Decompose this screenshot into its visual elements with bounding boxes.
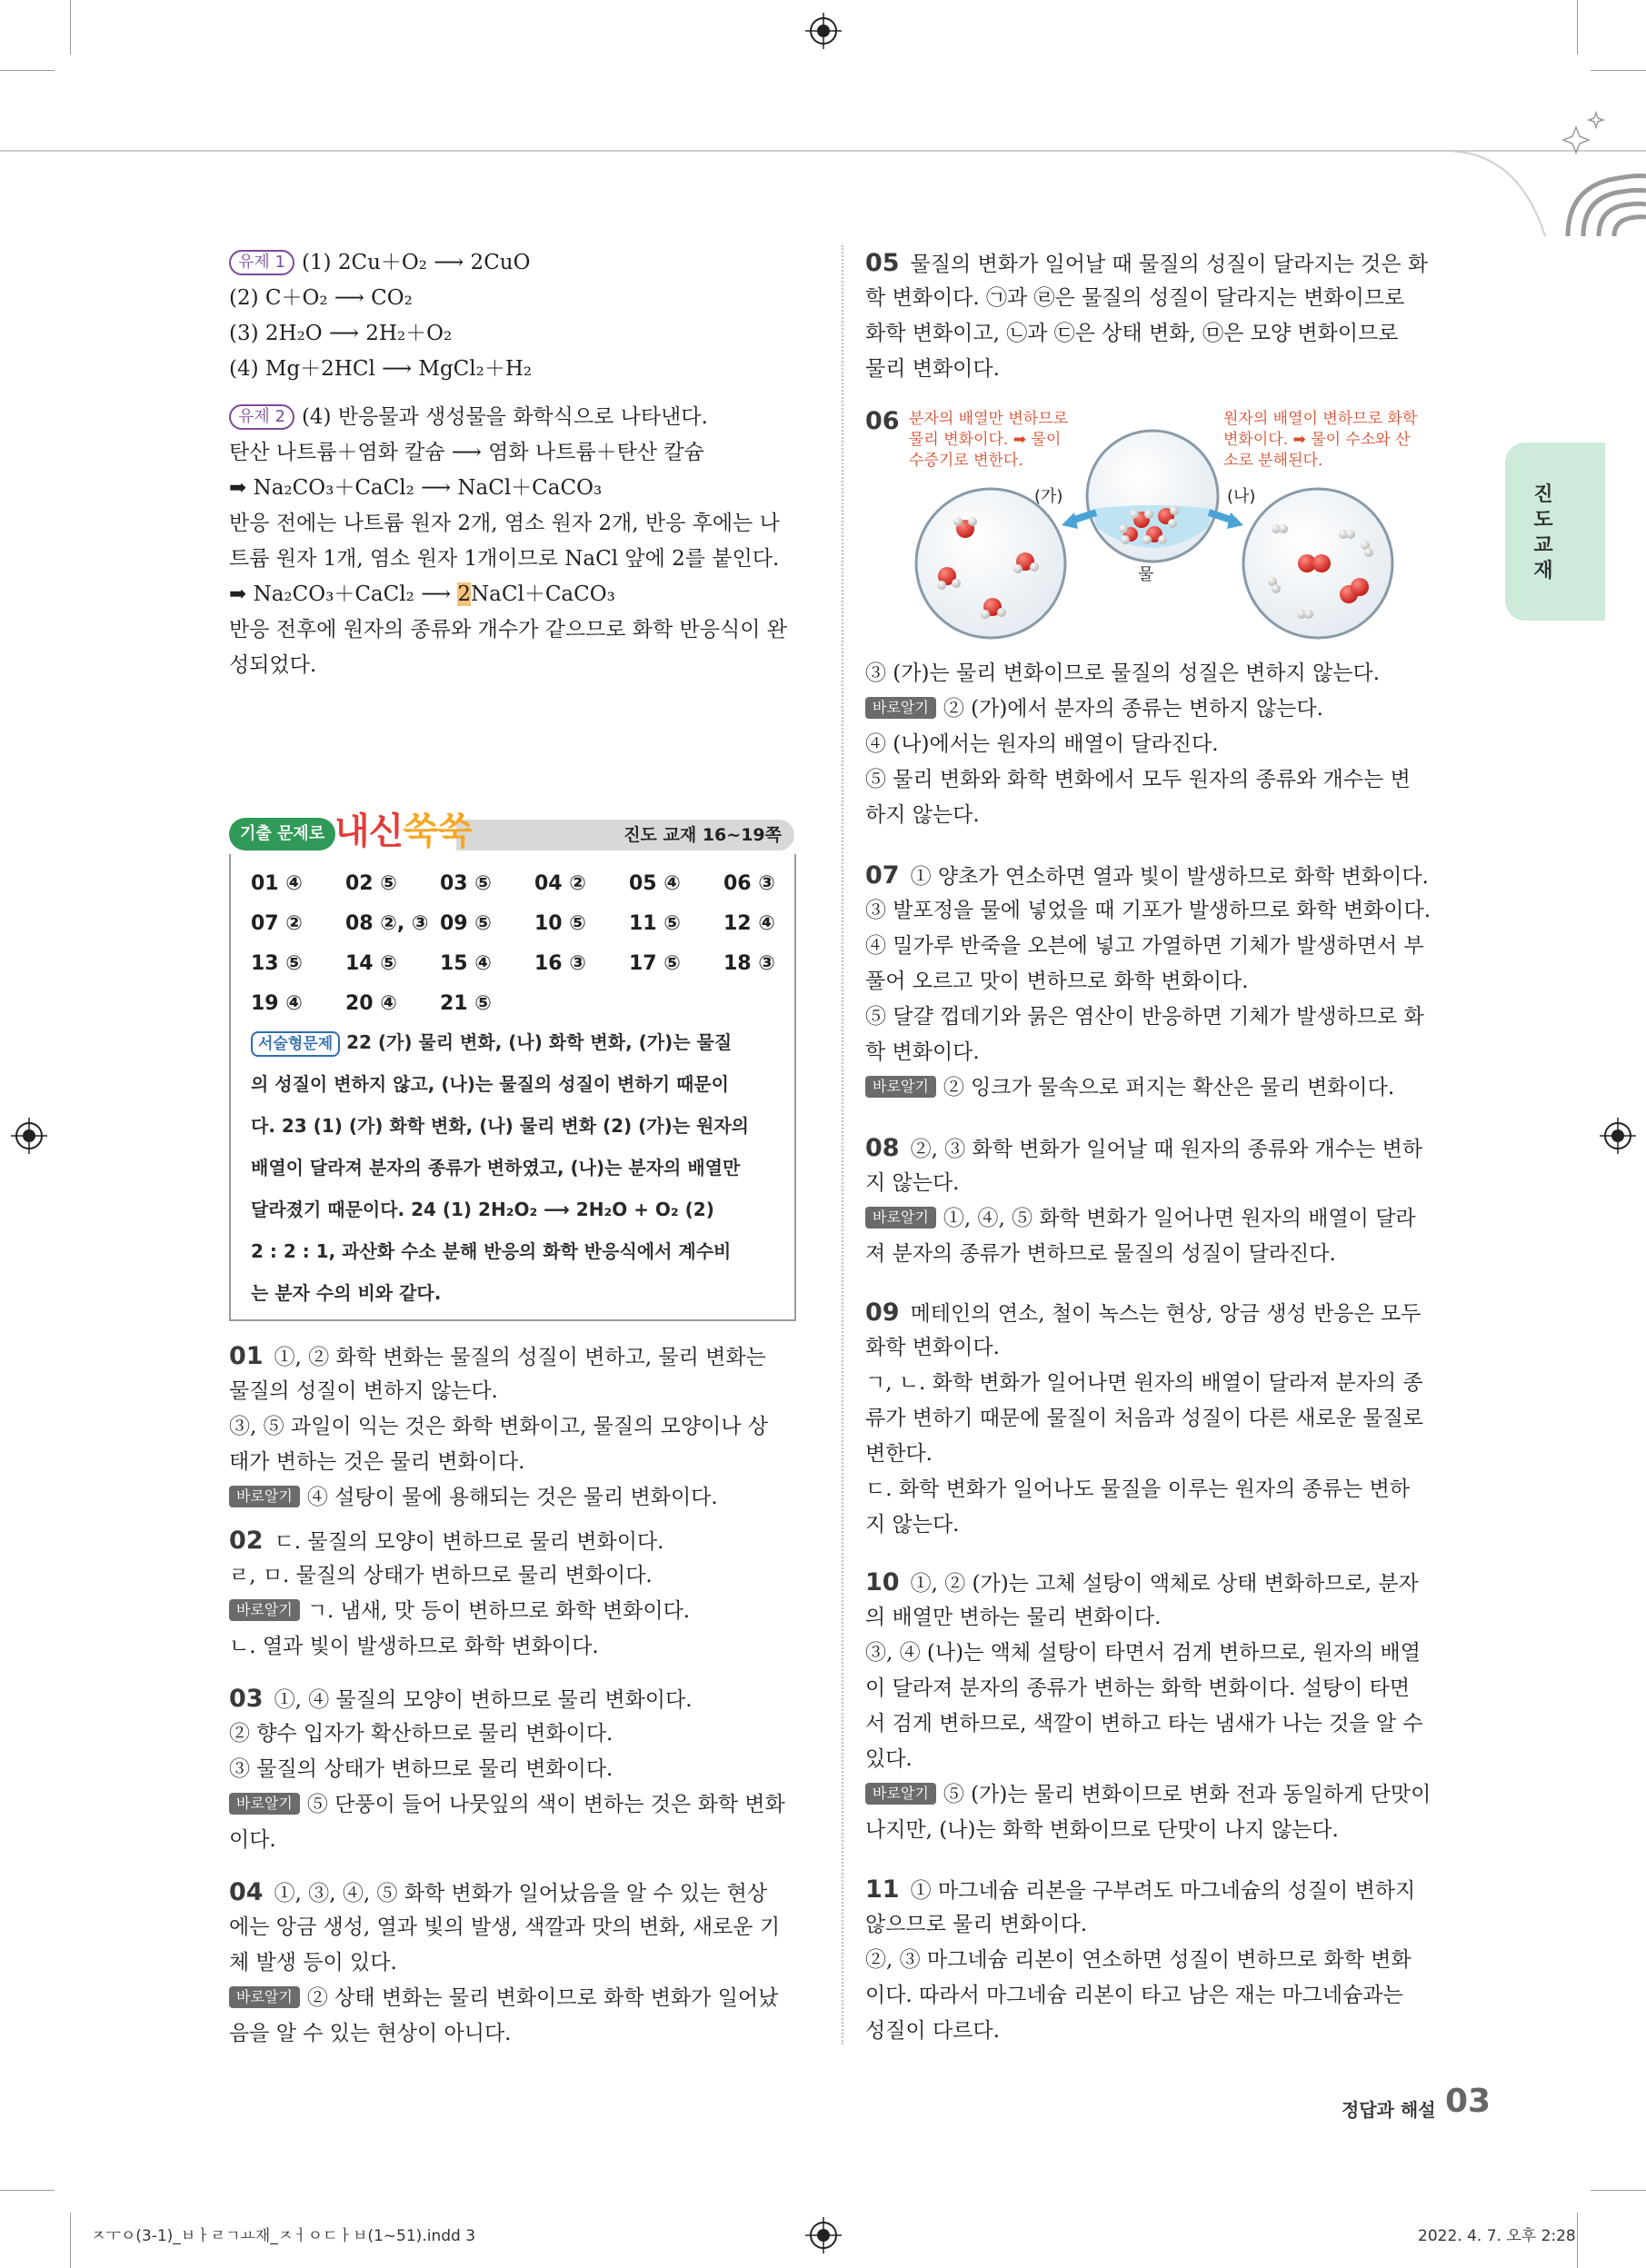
print-date: 2022. 4. 7. 오후 2:28 — [1418, 2227, 1576, 2245]
question-03 — [229, 1681, 796, 1858]
answer-line: 물질의 변화가 일어날 때 물질의 성질이 달라지는 것은 화 — [910, 253, 1429, 276]
answer-item: 13 ⑤ — [251, 952, 303, 975]
answer-line: 물질의 성질이 변하지 않는다. — [229, 1379, 498, 1403]
answer-line: ①, ② (가)는 고체 설탕이 액체로 상태 변화하므로, 분자 — [910, 1572, 1419, 1596]
crop-mark — [1591, 70, 1646, 71]
answer-item: 11 ⑤ — [629, 912, 681, 935]
answer-line: ㄷ. 화학 변화가 일어나도 물질을 이루는 원자의 종류는 변하 — [865, 1477, 1411, 1501]
answer-item: 10 ⑤ — [534, 912, 586, 935]
answer-line: ① 양초가 연소하면 열과 빛이 발생하므로 화학 변화이다. — [910, 865, 1429, 889]
answer-item: 05 ④ — [629, 872, 681, 895]
label-water: 물 — [1138, 565, 1154, 584]
answer-line: 체 발생 등이 있다. — [229, 1951, 397, 1975]
question-number: 05 — [865, 249, 900, 277]
correction-line: ⑤ (가)는 물리 변화이므로 변화 전과 동일하게 단맛이 — [943, 1783, 1432, 1806]
answer-item: 09 ⑤ — [440, 912, 492, 935]
footer-label: 정답과 해설 — [1342, 2099, 1436, 2121]
correction-line: ④ (나)에서는 원자의 배열이 달라진다. — [865, 732, 1219, 756]
answer-line: 류가 변하기 때문에 물질이 처음과 성질이 다른 새로운 물질로 — [865, 1407, 1423, 1430]
answer-item: 03 ⑤ — [440, 872, 492, 895]
registration-mark-icon — [805, 2217, 842, 2253]
question-04 — [229, 1875, 796, 2052]
answer-line: 학 변화이다. — [865, 1040, 980, 1064]
answer-item: 20 ④ — [345, 992, 397, 1015]
registration-mark-icon — [805, 13, 842, 49]
correction-line: ㄱ. 냄새, 맛 등이 변하므로 화학 변화이다. — [306, 1599, 691, 1623]
essay-line: 다. 23 (1) (가) 화학 변화, (나) 물리 변화 (2) (가)는 원자의 — [251, 1115, 749, 1137]
answer-line: 태가 변하는 것은 물리 변화이다. — [229, 1450, 525, 1474]
answer-item: 21 ⑤ — [440, 992, 492, 1015]
question-10 — [865, 1565, 1447, 1848]
answer-line: ②, ③ 마그네슘 리본이 연소하면 성질이 변하므로 화학 변화 — [865, 1948, 1412, 1972]
side-tab-label: 진도 교재 — [1533, 483, 1553, 582]
yuje1-line: (4) Mg＋2HCl ⟶ MgCl₂＋H₂ — [229, 357, 533, 381]
essay-line: 는 분자 수의 비와 같다. — [251, 1282, 442, 1304]
answer-item: 06 ③ — [723, 872, 775, 895]
question-number: 11 — [865, 1875, 900, 1904]
answer-line: ① 마그네슘 리본을 구부려도 마그네슘의 성질이 변하지 — [910, 1879, 1416, 1903]
question-02 — [229, 1523, 796, 1665]
crop-mark — [70, 2213, 71, 2268]
answer-line: 지 않는다. — [865, 1513, 960, 1537]
registration-mark-icon — [1600, 1118, 1636, 1154]
answer-line: ③, ⑤ 과일이 익는 것은 화학 변화이고, 물질의 모양이나 상 — [229, 1415, 768, 1438]
correction-badge: 바로알기 — [229, 1599, 300, 1621]
correction-line: ② (가)에서 분자의 종류는 변하지 않는다. — [943, 697, 1323, 721]
answer-line: ㄹ, ㅁ. 물질의 상태가 변하므로 물리 변화이다. — [229, 1564, 653, 1587]
figure-caption-right: 원자의 배열이 변하므로 화학 변화이다. ➡ 물이 수소와 산 소로 분해된다. — [1223, 410, 1418, 470]
wave-decoration-icon — [1391, 100, 1646, 236]
coefficient-highlight: 2 — [457, 582, 472, 606]
yuje2-line: 반응 전에는 나트륨 원자 2개, 염소 원자 2개, 반응 후에는 나 — [229, 512, 780, 535]
answer-line: 있다. — [865, 1747, 913, 1771]
correction-line: ㄴ. 열과 빛이 발생하므로 화학 변화이다. — [229, 1635, 599, 1658]
essay-line: 달라졌기 때문이다. 24 (1) 2H₂O₂ ⟶ 2H₂O + O₂ (2) — [251, 1199, 714, 1220]
correction-line: ①, ④, ⑤ 화학 변화가 일어나면 원자의 배열이 달라 — [943, 1207, 1416, 1230]
crop-mark — [0, 2190, 55, 2191]
question-number: 04 — [229, 1878, 264, 1906]
question-number: 08 — [865, 1134, 900, 1162]
correction-badge: 바로알기 — [229, 1793, 300, 1815]
answer-item: 16 ③ — [534, 952, 586, 975]
answer-item: 01 ④ — [251, 872, 303, 895]
answer-box-header — [229, 811, 794, 856]
correction-line: ⑤ 단풍이 들어 나뭇잎의 색이 변하는 것은 화학 변화 — [306, 1793, 785, 1816]
yuje1-line: (3) 2H₂O ⟶ 2H₂＋O₂ — [229, 322, 453, 345]
yuje2-line: ➡ Na₂CO₃＋CaCl₂ ⟶ — [229, 582, 458, 606]
question-number: 06 — [865, 407, 900, 435]
answer-line: ③ 물질의 상태가 변하므로 물리 변화이다. — [229, 1757, 614, 1781]
correction-line: 이다. — [229, 1828, 276, 1852]
answer-line: 학 변화이다. ㉠과 ㉣은 물질의 성질이 달라지는 변화이므로 — [865, 286, 1405, 310]
answer-item: 14 ⑤ — [345, 952, 397, 975]
question-number: 10 — [865, 1568, 900, 1597]
question-09 — [865, 1295, 1447, 1543]
answer-line: ①, ④ 물질의 모양이 변하므로 물리 변화이다. — [274, 1688, 693, 1712]
yuje2-line: (4) 반응물과 생성물을 화학식으로 나타낸다. — [301, 405, 708, 429]
answer-line: ③ (가)는 물리 변화이므로 물질의 성질은 변하지 않는다. — [865, 662, 1381, 685]
correction-line: ⑤ 물리 변화와 화학 변화에서 모두 원자의 종류와 개수는 변 — [865, 768, 1411, 791]
answer-line: 이다. 따라서 마그네슘 리본이 타고 남은 재는 마그네슘과는 — [865, 1984, 1403, 2007]
correction-badge: 바로알기 — [229, 1486, 300, 1507]
yuje1-line: (2) C＋O₂ ⟶ CO₂ — [229, 286, 413, 310]
essay-line: 22 (가) 물리 변화, (나) 화학 변화, (가)는 물질 — [346, 1031, 733, 1053]
correction-line: 져 분자의 종류가 변하므로 물질의 성질이 달라진다. — [865, 1242, 1336, 1266]
answer-line: ②, ③ 화학 변화가 일어날 때 원자의 종류와 개수는 변하 — [910, 1138, 1423, 1161]
crop-mark — [1591, 2190, 1646, 2191]
answer-line: 물리 변화이다. — [865, 357, 1000, 381]
essay-tag: 서술형문제 — [251, 1031, 340, 1057]
correction-badge: 바로알기 — [865, 697, 936, 719]
question-number: 07 — [865, 861, 900, 890]
answer-item: 17 ⑤ — [629, 952, 681, 975]
answer-line: 이 달라져 분자의 종류가 변하는 화학 변화이다. 설탕이 타면 — [865, 1676, 1411, 1700]
answer-line: 에는 앙금 생성, 열과 빛의 발생, 색깔과 맛의 변화, 새로운 기 — [229, 1915, 781, 1939]
question-05 — [865, 245, 1447, 387]
crop-mark — [1577, 0, 1578, 55]
correction-line: 나지만, (나)는 화학 변화이므로 단맛이 나지 않는다. — [865, 1818, 1339, 1842]
correction-badge: 바로알기 — [865, 1076, 936, 1098]
page-number: 03 — [1445, 2083, 1491, 2120]
molecule-diagram — [909, 427, 1445, 645]
answer-line: ④ 밀가루 반죽을 오븐에 넣고 가열하면 기체가 발생하면서 부 — [865, 934, 1424, 958]
side-tab[interactable] — [1505, 443, 1605, 621]
answer-item: 02 ⑤ — [345, 872, 397, 895]
essay-line: 의 성질이 변하지 않고, (나)는 물질의 성질이 변하기 때문이 — [251, 1073, 729, 1095]
question-06-text — [865, 656, 1447, 833]
essay-answers — [251, 1021, 778, 1314]
answer-item: 18 ③ — [723, 952, 775, 975]
answer-item: 08 ②, ③ — [345, 912, 429, 935]
question-number: 03 — [229, 1685, 264, 1713]
crop-mark — [1577, 2213, 1578, 2268]
essay-line: 배열이 달라져 분자의 종류가 변하였고, (나)는 분자의 배열만 — [251, 1157, 741, 1179]
column-divider — [842, 245, 843, 2044]
answer-line: 서 검게 변하므로, 색깔이 변하고 타는 냄새가 나는 것을 알 수 — [865, 1712, 1423, 1736]
correction-badge: 바로알기 — [865, 1207, 936, 1228]
answer-line: 의 배열만 변하는 물리 변화이다. — [865, 1606, 1162, 1629]
correction-badge: 바로알기 — [865, 1783, 936, 1805]
question-number: 02 — [229, 1527, 264, 1555]
yuje2-line: ➡ Na₂CO₃＋CaCl₂ ⟶ NaCl＋CaCO₃ — [229, 476, 603, 500]
answer-line: 지 않는다. — [865, 1171, 960, 1195]
answer-line: ㄱ, ㄴ. 화학 변화가 일어나면 원자의 배열이 달라져 분자의 종 — [865, 1371, 1423, 1395]
yuje1-line: (1) 2Cu＋O₂ ⟶ 2CuO — [301, 251, 531, 274]
correction-line: ② 잉크가 물속으로 퍼지는 확산은 물리 변화이다. — [943, 1076, 1395, 1099]
correction-badge: 바로알기 — [229, 1986, 300, 2008]
yuje2-line: NaCl＋CaCO₃ — [471, 582, 615, 606]
figure-caption-left: 분자의 배열만 변하므로 물리 변화이다. ➡ 물이 수증기로 변한다. — [909, 410, 1069, 470]
yuje2-line: 탄산 나트륨＋염화 칼슘 ⟶ 염화 나트륨＋탄산 칼슘 — [229, 441, 704, 464]
answer-box — [229, 854, 796, 1321]
answer-item: 19 ④ — [251, 992, 303, 1015]
yuje2-line: 트륨 원자 1개, 염소 원자 1개이므로 NaCl 앞에 2를 붙인다. — [229, 547, 780, 571]
question-08 — [865, 1130, 1447, 1272]
correction-line: 하지 않는다. — [865, 803, 980, 827]
page-reference: 진도 교재 16~19쪽 — [623, 825, 782, 845]
question-07 — [865, 858, 1447, 1106]
answer-line: ③, ④ (나)는 액체 설탕이 타면서 검게 변하므로, 원자의 배열 — [865, 1641, 1421, 1665]
answer-line: ③ 발포정을 물에 넣었을 때 기포가 발생하므로 화학 변화이다. — [865, 899, 1432, 922]
section-logo: 내신쑥쑥 — [334, 811, 472, 852]
question-number: 09 — [865, 1298, 900, 1327]
correction-line: ② 상태 변화는 물리 변화이므로 화학 변화가 일어났 — [306, 1986, 779, 2010]
crop-mark — [0, 70, 55, 71]
answer-item: 15 ④ — [440, 952, 492, 975]
answer-line: 변한다. — [865, 1442, 933, 1466]
registration-mark-icon — [11, 1118, 47, 1154]
yuje2-line: 성되었다. — [229, 653, 317, 677]
answer-item: 07 ② — [251, 912, 303, 935]
essay-line: 2 : 2 : 1, 과산화 수소 분해 반응의 화학 반응식에서 계수비 — [251, 1240, 732, 1262]
yuje2-block — [229, 400, 796, 683]
answer-line: ② 향수 입자가 확산하므로 물리 변화이다. — [229, 1722, 614, 1746]
yuje1-block — [229, 245, 796, 387]
answer-item: 12 ④ — [723, 912, 775, 935]
question-01 — [229, 1338, 796, 1516]
question-11 — [865, 1872, 1447, 2049]
yuje2-line: 반응 전후에 원자의 종류와 개수가 같으므로 화학 반응식이 완 — [229, 618, 787, 642]
section-pill: 기출 문제로 — [229, 818, 335, 850]
correction-line: 음을 알 수 있는 현상이 아니다. — [229, 2022, 512, 2045]
answer-line: 메테인의 연소, 철이 녹스는 현상, 앙금 생성 반응은 모두 — [910, 1302, 1422, 1326]
yuje1-badge: 유제 1 — [229, 250, 294, 275]
file-info: ㅈㅜㅇ(3-1)_ㅂㅏㄹㄱㅛ재_ㅈㅓㅇㄷㅏㅂ(1~51).indd 3 — [91, 2227, 476, 2245]
label-ga: (가) — [1034, 487, 1063, 506]
label-na: (나) — [1227, 487, 1256, 506]
answer-item: 04 ② — [534, 872, 586, 895]
answer-line: 성질이 다르다. — [865, 2019, 1000, 2043]
correction-line: ④ 설탕이 물에 용해되는 것은 물리 변화이다. — [306, 1486, 718, 1509]
crop-mark — [70, 0, 71, 55]
answer-line: ㄷ. 물질의 모양이 변하므로 물리 변화이다. — [274, 1530, 664, 1554]
answer-line: 풀어 오르고 맛이 변하므로 화학 변화이다. — [865, 970, 1249, 993]
yuje2-badge: 유제 2 — [229, 404, 294, 430]
answer-line: ⑤ 달걀 껍데기와 묽은 염산이 반응하면 기체가 발생하므로 화 — [865, 1005, 1424, 1029]
answer-line: ①, ② 화학 변화는 물질의 성질이 변하고, 물리 변화는 — [274, 1346, 766, 1369]
question-number: 01 — [229, 1342, 264, 1370]
answer-line: 화학 변화이고, ㉡과 ㉢은 상태 변화, ㉤은 모양 변화이므로 — [865, 322, 1399, 345]
answer-line: 화학 변화이다. — [865, 1336, 1000, 1359]
answer-line: 않으므로 물리 변화이다. — [865, 1913, 1088, 1936]
answer-line: ①, ③, ④, ⑤ 화학 변화가 일어났음을 알 수 있는 현상 — [274, 1882, 768, 1905]
